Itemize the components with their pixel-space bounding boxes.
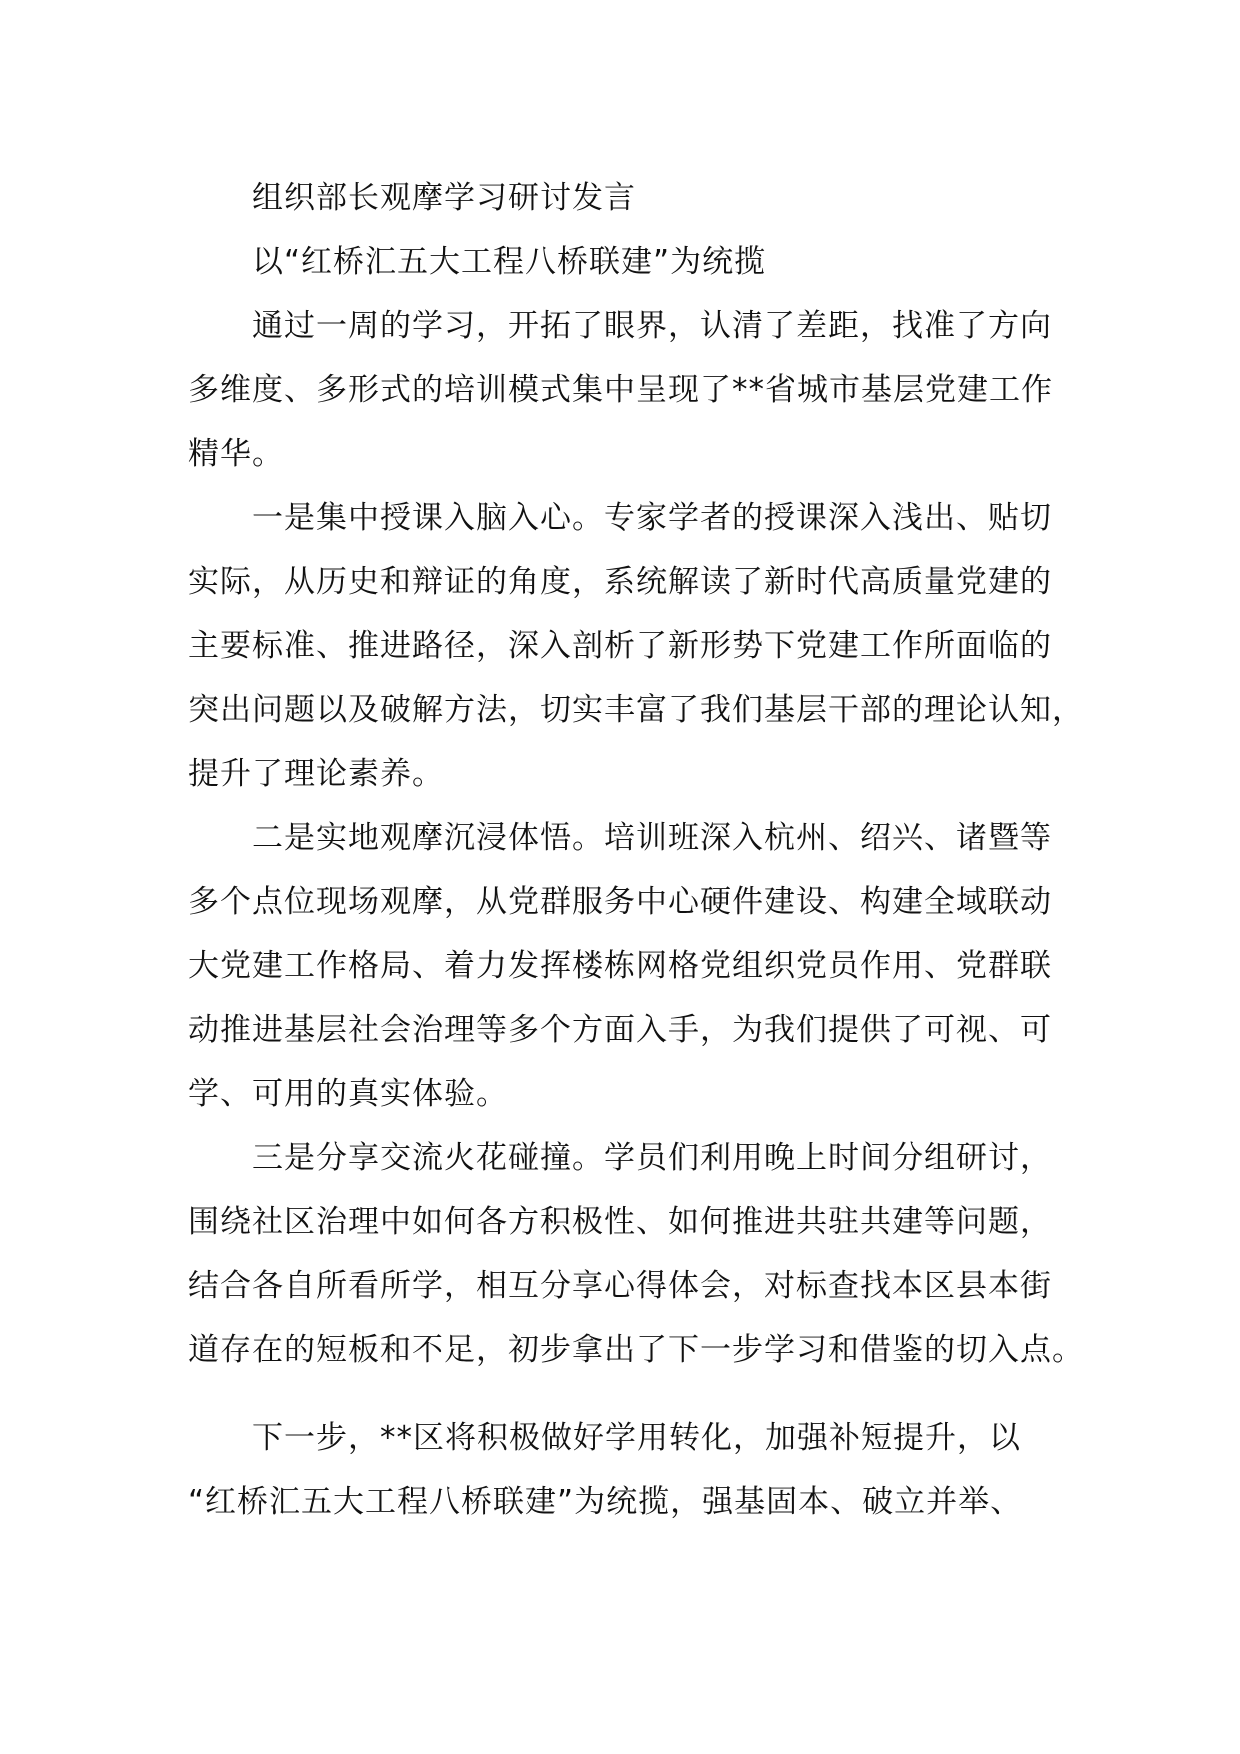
paragraph-line: 多维度、多形式的培训模式集中呈现了**省城市基层党建工作 [188,372,1053,408]
paragraph-intro [188,294,1068,486]
paragraph-point-two [188,806,1068,1126]
paragraph-line: 一是集中授课入脑入心。专家学者的授课深入浅出、贴切 [252,500,1052,536]
paragraph-line: 三是分享交流火花碰撞。学员们利用晚上时间分组研讨， [252,1140,1052,1176]
paragraph-point-one [188,486,1084,806]
paragraph-line: “红桥汇五大工程八桥联建”为统揽，强基固本、破立并举、 [188,1484,1023,1520]
paragraph-point-three [188,1126,1084,1382]
paragraph-line: 突出问题以及破解方法，切实丰富了我们基层干部的理论认知， [188,692,1084,728]
document-body [188,166,1084,1534]
paragraph-line: 实际，从历史和辩证的角度，系统解读了新时代高质量党建的 [188,564,1052,600]
paragraph-line: 围绕社区治理中如何各方积极性、如何推进共驻共建等问题， [188,1204,1052,1240]
document-subtitle: 以“红桥汇五大工程八桥联建”为统揽 [252,244,767,280]
paragraph-line: 提升了理论素养。 [188,756,444,792]
paragraph-line: 精华。 [188,436,284,472]
paragraph-line: 二是实地观摩沉浸体悟。培训班深入杭州、绍兴、诸暨等 [252,820,1052,856]
paragraph-line: 动推进基层社会治理等多个方面入手，为我们提供了可视、可 [188,1012,1052,1048]
paragraph-line: 道存在的短板和不足，初步拿出了下一步学习和借鉴的切入点。 [188,1332,1084,1368]
paragraph-spacer [188,1382,1068,1406]
paragraph-line: 结合各自所看所学，相互分享心得体会，对标查找本区县本街 [188,1268,1052,1304]
document-title: 组织部长观摩学习研讨发言 [252,180,636,216]
paragraph-line: 通过一周的学习，开拓了眼界，认清了差距，找准了方向 [252,308,1052,344]
paragraph-line: 学、可用的真实体验。 [188,1076,508,1112]
paragraph-line: 大党建工作格局、着力发挥楼栋网格党组织党员作用、党群联 [188,948,1052,984]
paragraph-next-step [188,1406,1068,1534]
paragraph-line: 多个点位现场观摩，从党群服务中心硬件建设、构建全域联动 [188,884,1052,920]
paragraph-line: 主要标准、推进路径，深入剖析了新形势下党建工作所面临的 [188,628,1052,664]
paragraph-line: 下一步，**区将积极做好学用转化，加强补短提升，以 [252,1420,1021,1456]
